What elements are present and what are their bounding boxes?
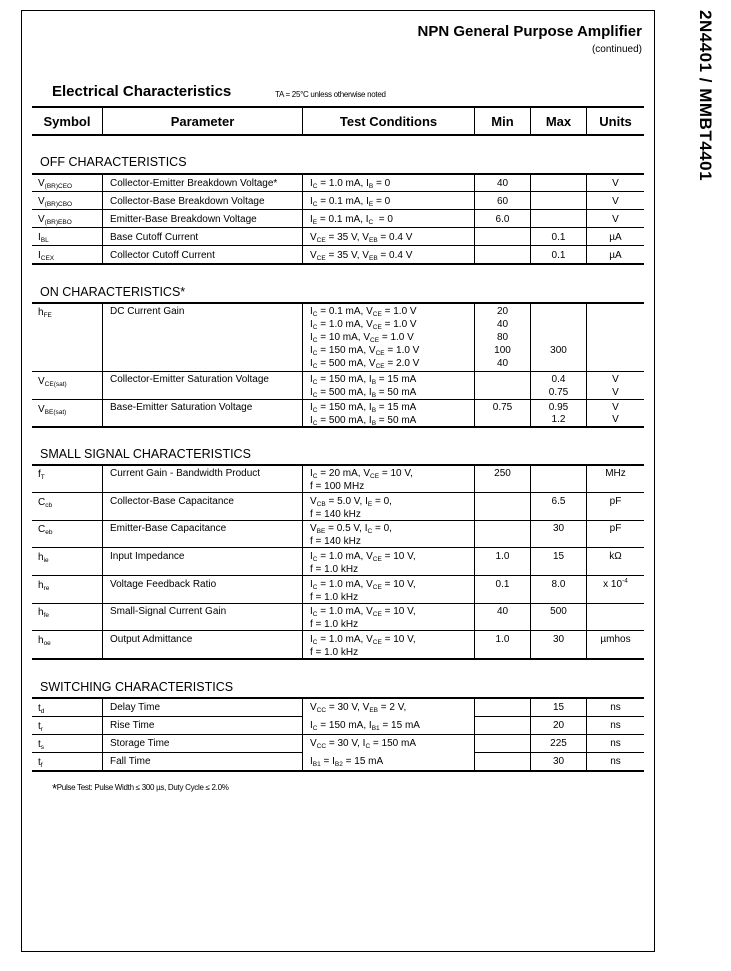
max-cell: 0.4: [551, 374, 566, 385]
min-cell: 20: [496, 306, 509, 317]
units-cell: pF: [609, 496, 622, 507]
param-cell: DC Current Gain: [110, 306, 185, 317]
section-rule: [32, 173, 644, 175]
header-divider: [302, 108, 303, 135]
min-cell: 40: [496, 358, 509, 369]
units-cell: µA: [609, 250, 622, 261]
row-rule: [32, 371, 644, 372]
max-cell: 20: [552, 720, 565, 731]
symbol-cell: $t_r$: [38, 721, 43, 733]
header-max: Max: [545, 113, 572, 129]
section-rule: [32, 302, 644, 304]
param-cell: Rise Time: [110, 720, 155, 731]
symbol-cell: $h_{fe}$: [38, 607, 49, 619]
units-cell: ns: [610, 702, 621, 713]
param-cell: Delay Time: [110, 702, 161, 713]
header-parameter: Parameter: [170, 113, 235, 129]
row-rule: [474, 716, 644, 717]
row-rule: [32, 752, 302, 753]
units-cell: µmhos: [600, 634, 631, 645]
section-end-rule: [32, 263, 644, 265]
max-cell: 1.2: [551, 414, 566, 425]
units-cell: V: [612, 387, 619, 398]
section-end-rule: [32, 770, 644, 772]
units-cell: V: [612, 196, 619, 207]
symbol-cell: $h_{re}$: [38, 580, 50, 592]
test-cond-cell: $V_{CE} = 35$ V, $V_{EB} = 0.4$ V: [310, 232, 413, 244]
param-cell: Emitter-Base Breakdown Voltage: [110, 214, 257, 225]
symbol-cell: $I_{BL}$: [38, 232, 49, 244]
header-symbol: Symbol: [43, 113, 91, 129]
doc-subtitle: (continued): [591, 44, 642, 55]
row-rule: [32, 734, 644, 735]
row-rule: [32, 227, 644, 228]
row-rule: [32, 716, 302, 717]
section-rule: [32, 464, 644, 466]
param-cell: Collector-Base Breakdown Voltage: [110, 196, 265, 207]
max-cell: 300: [550, 345, 567, 356]
test-cond-cell: $V_{CB} = 5.0$ V, $I_E = 0$, f = 140 kHz: [310, 496, 392, 520]
symbol-cell: $V_{(BR)EBO}$: [38, 214, 72, 226]
units-cell: pF: [609, 523, 622, 534]
header-bottom-rule: [32, 134, 644, 136]
doc-title: NPN General Purpose Amplifier: [417, 23, 642, 40]
test-cond-cell: $V_{CC} = 30$ V, $I_C = 150$ mA: [310, 738, 417, 750]
header-test-conditions: Test Conditions: [339, 113, 438, 129]
test-cond-cell: $I_C = 0.1$ mA, $V_{CE} = 1.0$ V $I_C = 1.0$ mA, $V_{CE} = 1.0$ V $I_C = 10$ mA, $V_{CE} = 1.0$ V $I_C = 150$ mA, $V_{CE} = 1.0$ V $I_C = 500$ mA, $V_{CE} = 2.0$ V: [310, 306, 420, 370]
section-on: ON CHARACTERISTICS*: [40, 285, 186, 299]
row-rule: [32, 245, 644, 246]
units-cell: µA: [609, 232, 622, 243]
test-cond-cell: $I_C = 150$ mA, $I_B = 15$ mA $I_C = 500$ mA, $I_B = 50$ mA: [310, 374, 417, 399]
footnote: *Pulse Test: Pulse Width ≤ 300 µs, Duty Cycle ≤ 2.0%: [52, 781, 229, 796]
max-cell: 0.1: [551, 232, 566, 243]
footnote-text: Pulse Test: Pulse Width ≤ 300 µs, Duty Cycle ≤ 2.0%: [56, 783, 229, 792]
symbol-cell: $V_{(BR)CBO}$: [38, 196, 73, 208]
section-note: TA = 25°C unless otherwise noted: [275, 90, 386, 99]
param-cell: Input Impedance: [110, 551, 185, 562]
param-cell: Output Admittance: [110, 634, 193, 645]
param-cell: Current Gain - Bandwidth Product: [110, 468, 261, 479]
units-cell: MHz: [605, 468, 626, 479]
header-divider: [474, 108, 475, 135]
test-cond-cell: $I_C = 0.1$ mA, $I_E = 0$: [310, 196, 391, 208]
max-cell: 15: [552, 551, 565, 562]
col-divider: [302, 174, 303, 264]
header-divider: [530, 108, 531, 135]
units-cell: V: [612, 414, 619, 425]
units-cell: V: [612, 374, 619, 385]
min-cell: 40: [496, 319, 509, 330]
param-cell: Base Cutoff Current: [110, 232, 199, 243]
row-rule: [474, 752, 644, 753]
param-cell: Emitter-Base Capacitance: [110, 523, 227, 534]
test-cond-cell: $I_C = 1.0$ mA, $I_B = 0$: [310, 178, 391, 190]
param-cell: Storage Time: [110, 738, 170, 749]
param-cell: Collector Cutoff Current: [110, 250, 215, 261]
symbol-cell: $t_s$: [38, 739, 45, 751]
section-switching: SWITCHING CHARACTERISTICS: [40, 680, 234, 694]
test-cond-cell: $I_C = 1.0$ mA, $V_{CE} = 10$ V, f = 1.0 kHz: [310, 579, 416, 603]
test-cond-cell: $I_E = 0.1$ mA, $I_C = 0$: [310, 214, 393, 226]
symbol-cell: $f_T$: [38, 469, 45, 481]
header-divider: [586, 108, 587, 135]
test-cond-cell: $I_C = 150$ mA, $I_{B1} = 15$ mA: [310, 720, 420, 732]
max-cell: 15: [552, 702, 565, 713]
col-divider: [302, 465, 303, 659]
symbol-cell: $h_{FE}$: [38, 307, 52, 319]
header-min: Min: [491, 113, 514, 129]
col-divider: [302, 303, 303, 427]
max-cell: 30: [552, 634, 565, 645]
param-cell: Voltage Feedback Ratio: [110, 579, 217, 590]
min-cell: 40: [496, 606, 509, 617]
col-divider: [474, 698, 475, 771]
symbol-cell: $t_d$: [38, 703, 45, 715]
symbol-cell: $V_{(BR)CEO}$: [38, 178, 73, 190]
units-cell: kΩ: [609, 551, 622, 562]
max-cell: 30: [552, 523, 565, 534]
row-rule: [32, 209, 644, 210]
min-cell: 6.0: [495, 214, 510, 225]
param-cell: Small-Signal Current Gain: [110, 606, 227, 617]
header-divider: [102, 108, 103, 135]
min-cell: 0.1: [495, 579, 510, 590]
min-cell: 0.75: [492, 402, 513, 413]
test-cond-cell: $I_C = 150$ mA, $I_B = 15$ mA $I_C = 500$ mA, $I_B = 50$ mA: [310, 402, 417, 427]
test-cond-cell: $V_{CE} = 35$ V, $V_{EB} = 0.4$ V: [310, 250, 413, 262]
col-divider: [102, 303, 103, 427]
param-cell: Fall Time: [110, 756, 151, 767]
units-cell: x $10^{-4}$: [603, 577, 628, 590]
param-cell: Collector-Emitter Saturation Voltage: [110, 374, 269, 385]
max-cell: 0.1: [551, 250, 566, 261]
units-cell: V: [612, 402, 619, 413]
max-cell: 225: [550, 738, 567, 749]
param-cell: Base-Emitter Saturation Voltage: [110, 402, 253, 413]
test-cond-cell: $I_C = 1.0$ mA, $V_{CE} = 10$ V, f = 1.0 kHz: [310, 634, 416, 658]
param-cell: Collector-Base Capacitance: [110, 496, 234, 507]
min-cell: 1.0: [495, 634, 510, 645]
col-divider: [102, 698, 103, 771]
symbol-cell: $V_{BE(sat)}$: [38, 404, 67, 416]
min-cell: 250: [494, 468, 511, 479]
symbol-cell: $C_{eb}$: [38, 524, 53, 536]
symbol-cell: $h_{oe}$: [38, 635, 51, 647]
symbol-cell: $h_{ie}$: [38, 552, 49, 564]
max-cell: 0.95: [548, 402, 569, 413]
min-cell: 80: [496, 332, 509, 343]
col-divider: [102, 174, 103, 264]
test-cond-cell: $I_{B1} = I_{B2} = 15$ mA: [310, 756, 384, 768]
row-rule: [32, 191, 644, 192]
units-cell: V: [612, 178, 619, 189]
max-cell: 30: [552, 756, 565, 767]
symbol-cell: $V_{CE(sat)}$: [38, 376, 67, 388]
col-divider: [102, 465, 103, 659]
header-units: Units: [599, 113, 632, 129]
max-cell: 500: [550, 606, 567, 617]
min-cell: 60: [496, 196, 509, 207]
min-cell: 40: [496, 178, 509, 189]
max-cell: 6.5: [551, 496, 566, 507]
min-cell: 1.0: [495, 551, 510, 562]
section-off: OFF CHARACTERISTICS: [40, 155, 187, 169]
units-cell: ns: [610, 720, 621, 731]
symbol-cell: $I_{CEX}$: [38, 250, 55, 262]
test-cond-cell: $V_{CC} = 30$ V, $V_{EB} = 2$ V,: [310, 702, 407, 714]
test-cond-cell: $I_C = 20$ mA, $V_{CE} = 10$ V, f = 100 MHz: [310, 468, 413, 492]
max-cell: 0.75: [548, 387, 569, 398]
part-number-side: 2N4401 / MMBT4401: [696, 10, 715, 182]
test-cond-cell: $I_C = 1.0$ mA, $V_{CE} = 10$ V, f = 1.0 kHz: [310, 606, 416, 630]
test-cond-cell: $V_{BE} = 0.5$ V, $I_C = 0$, f = 140 kHz: [310, 523, 392, 547]
units-cell: ns: [610, 756, 621, 767]
units-text: x 10: [603, 579, 623, 590]
max-cell: 8.0: [551, 579, 566, 590]
section-rule: [32, 697, 644, 699]
symbol-cell: $t_f$: [38, 757, 43, 769]
symbol-cell: $C_{cb}$: [38, 497, 53, 509]
col-divider: [302, 698, 303, 771]
section-small-signal: SMALL SIGNAL CHARACTERISTICS: [40, 447, 251, 461]
units-cell: V: [612, 214, 619, 225]
test-cond-cell: $I_C = 1.0$ mA, $V_{CE} = 10$ V, f = 1.0 kHz: [310, 551, 416, 575]
param-cell: Collector-Emitter Breakdown Voltage*: [110, 178, 278, 189]
section-title: Electrical Characteristics: [52, 83, 232, 100]
units-cell: ns: [610, 738, 621, 749]
min-cell: 100: [494, 345, 511, 356]
row-rule: [32, 399, 644, 400]
